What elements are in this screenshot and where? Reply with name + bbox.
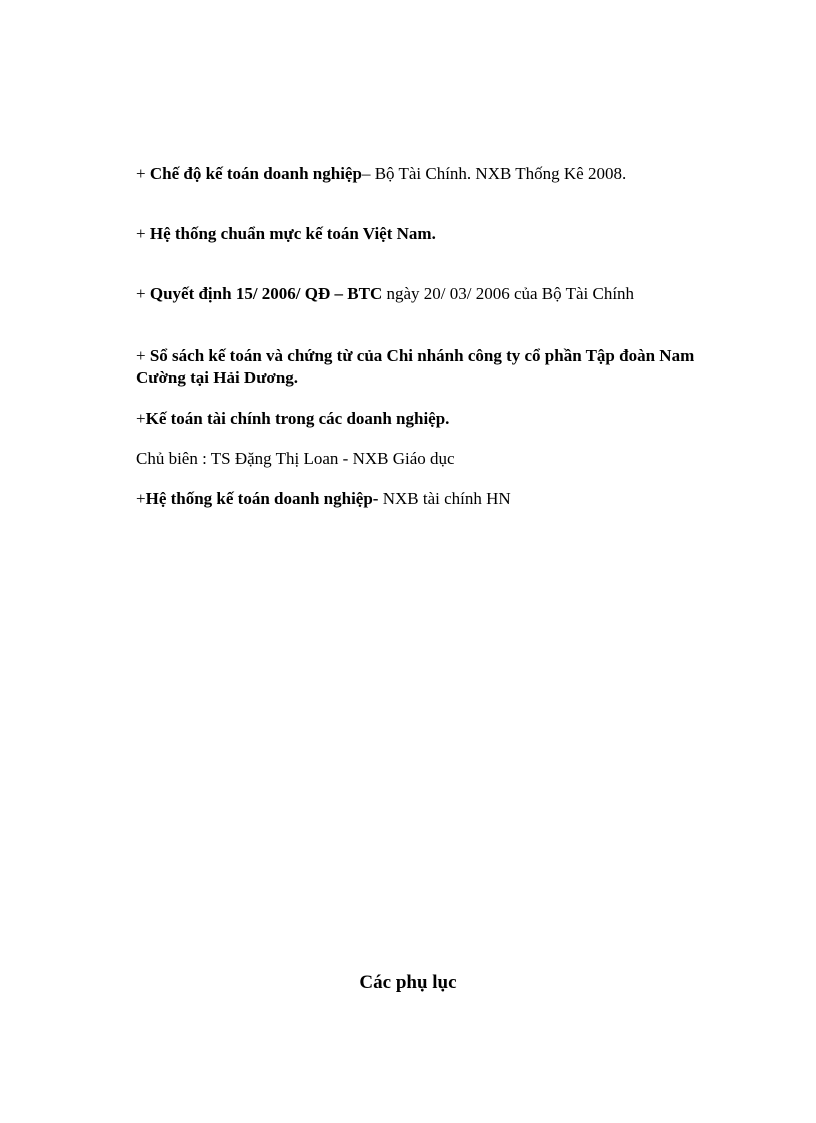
reference-item-editor (136, 448, 746, 470)
reference-prefix: + (136, 346, 150, 365)
reference-prefix: + (136, 164, 150, 183)
reference-details: Chủ biên : TS Đặng Thị Loan - NXB Giáo dục (136, 449, 455, 468)
reference-prefix: + (136, 409, 146, 428)
reference-prefix: + (136, 489, 146, 508)
reference-prefix: + (136, 224, 150, 243)
reference-title: Sổ sách kế toán và chứng từ của Chi nhánh công ty cổ phần Tập đoàn Nam Cường tại Hải Dương. (136, 346, 695, 387)
reference-item-vietnam-standards (136, 223, 746, 245)
reference-title: Chế độ kế toán doanh nghiệp (149, 164, 362, 183)
reference-details: NXB tài chính HN (378, 489, 511, 508)
reference-details: ngày 20/ 03/ 2006 của Bộ Tài Chính (382, 284, 635, 303)
reference-item-financial-accounting (136, 408, 746, 430)
reference-title: Hệ thống chuẩn mực kế toán Việt Nam. (149, 224, 436, 243)
reference-item-branch-books (136, 345, 736, 389)
reference-details: – Bộ Tài Chính. NXB Thống Kê 2008. (361, 164, 627, 183)
appendix-heading: Các phụ lục (359, 972, 457, 993)
reference-item-accounting-regime (136, 163, 746, 185)
reference-item-enterprise-system (136, 488, 746, 510)
reference-title: Hệ thống kế toán doanh nghiệp- (145, 489, 379, 508)
reference-title: Quyết định 15/ 2006/ QĐ – BTC (149, 284, 383, 303)
reference-item-decision-15 (136, 283, 746, 305)
reference-prefix: + (136, 284, 150, 303)
reference-title: Kế toán tài chính trong các doanh nghiệp. (145, 409, 450, 428)
